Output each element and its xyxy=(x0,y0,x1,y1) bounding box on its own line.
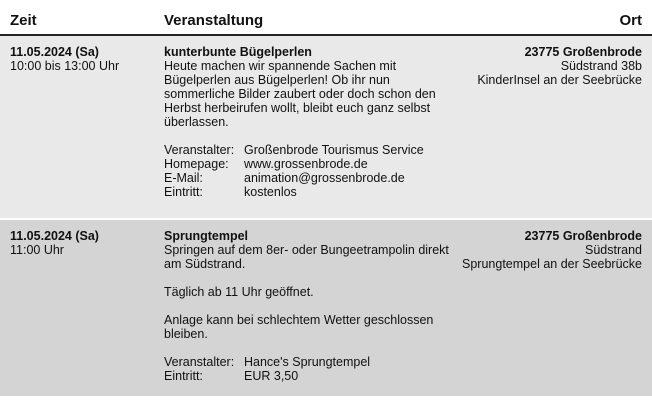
event-date: 11.05.2024 (Sa) xyxy=(10,45,99,59)
event-description: Springen auf dem 8er- oder Bungeetrampolin direkt am Südstrand. xyxy=(164,243,449,271)
event-location-cell xyxy=(442,229,642,271)
event-time: 10:00 bis 13:00 Uhr xyxy=(10,59,120,73)
homepage-link[interactable]: www.grossenbrode.de xyxy=(244,157,368,171)
detail-key: Eintritt: xyxy=(164,369,203,383)
detail-key: Veranstalter: xyxy=(164,143,235,157)
event-title: Sprungtempel xyxy=(164,229,249,243)
location-line: KinderInsel an der Seebrücke xyxy=(477,73,642,87)
event-details xyxy=(164,355,454,383)
event-time: 11:00 Uhr xyxy=(10,243,64,257)
detail-value: Großenbrode Tourismus Service xyxy=(244,143,424,157)
detail-admission xyxy=(164,185,454,199)
detail-key: Homepage: xyxy=(164,157,229,171)
event-time-cell xyxy=(10,229,160,257)
event-title: kunterbunte Bügelperlen xyxy=(164,45,312,59)
table-row xyxy=(0,220,652,398)
header-ort: Ort xyxy=(619,12,642,29)
location-line: Südstrand xyxy=(585,243,642,257)
detail-homepage xyxy=(164,157,454,171)
location-line: Südstrand 38b xyxy=(560,59,642,73)
event-description: Täglich ab 11 Uhr geöffnet. xyxy=(164,285,314,299)
detail-key: Eintritt: xyxy=(164,185,203,199)
detail-email xyxy=(164,171,454,185)
event-description: Heute machen wir spannende Sachen mit Bügelperlen aus Bügelperlen! Ob ihr nun sommerliche Bilder zaubert oder doch schon den Herbst herbeirufen wollt, bleibt euch ganz selbst überlassen. xyxy=(164,59,436,129)
location-city: 23775 Großenbrode xyxy=(524,45,642,59)
detail-key: E-Mail: xyxy=(164,171,203,185)
table-row xyxy=(0,36,652,220)
detail-value: EUR 3,50 xyxy=(244,369,299,383)
header-veranstaltung: Veranstaltung xyxy=(164,12,264,29)
email-link[interactable]: animation@grossenbrode.de xyxy=(244,171,405,185)
event-description-cell xyxy=(164,229,454,383)
detail-organizer xyxy=(164,143,454,157)
event-location-cell xyxy=(442,45,642,87)
table-header xyxy=(0,0,652,36)
detail-admission xyxy=(164,369,454,383)
header-zeit: Zeit xyxy=(10,12,37,29)
event-time-cell xyxy=(10,45,160,73)
event-details xyxy=(164,143,454,199)
event-description: Anlage kann bei schlechtem Wetter geschlossen bleiben. xyxy=(164,313,434,341)
event-description-cell xyxy=(164,45,454,199)
detail-organizer xyxy=(164,355,454,369)
detail-value: Hance's Sprungtempel xyxy=(244,355,371,369)
detail-value: kostenlos xyxy=(244,185,297,199)
detail-key: Veranstalter: xyxy=(164,355,235,369)
location-city: 23775 Großenbrode xyxy=(524,229,642,243)
location-line: Sprungtempel an der Seebrücke xyxy=(462,257,642,271)
event-date: 11.05.2024 (Sa) xyxy=(10,229,99,243)
